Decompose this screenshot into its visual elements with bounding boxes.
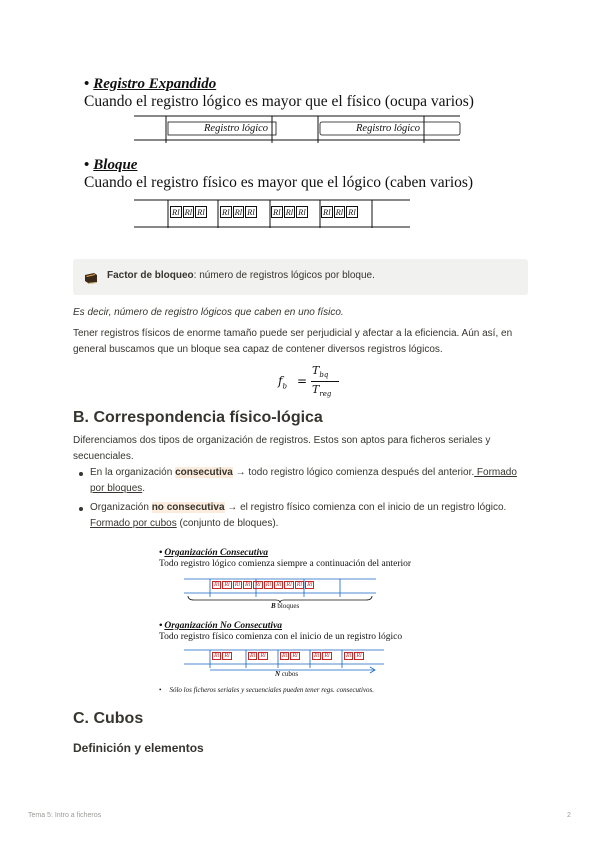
book-icon [84,272,98,284]
formula-eq: = [297,374,308,388]
item2-link[interactable]: Formado por cubos [90,518,177,529]
logical-record-cell: Rl [234,582,241,588]
formula [278,364,358,400]
fig2-desc-no-consecutiva: Todo registro físico comienza con el inicio de un registro lógico [159,632,403,642]
cube-group [248,652,268,660]
fig2-consecutive-diagram [180,575,380,603]
cube-group [344,652,364,660]
item1-highlight: consecutiva [175,467,233,478]
logical-record-cell: Rl [184,207,193,217]
logical-record-cell: Rl [346,653,352,659]
fig2-title1-text: Organización Consecutiva [164,548,269,558]
logical-record-cell: Rl [214,582,220,588]
item2-pre: Organización [90,502,152,513]
fig2-cap1-var: B [271,602,276,610]
logical-record-cell: Rl [314,653,320,659]
logical-record-cell: Rl [323,207,331,217]
fig2-desc-consecutiva: Todo registro lógico comienza siempre a continuación del anterior [159,559,412,569]
formula-den-var: T [312,383,320,396]
callout-factor-bloqueo [73,259,528,295]
cube-group [212,652,232,660]
block-title [84,157,137,174]
callout-bold: Factor de bloqueo [107,270,194,281]
logical-record-cell: Rl [298,207,306,217]
block-group-4 [321,206,358,218]
logical-record-cell: Rl [273,207,281,217]
logical-record-cell: Rl [324,653,330,659]
block-desc: Cuando el registro físico es mayor que el lógico (caben varios) [84,174,474,191]
logical-record-cell: Rl [224,653,230,659]
expanded-label-2: Registro lógico [356,123,421,134]
item1-end: . [142,483,146,494]
fig2-caption-bloques [271,602,299,610]
bullet: • [84,157,90,173]
footer-page-number: 2 [567,812,571,819]
logical-record-cell: Rl [307,582,313,588]
callout-text [107,270,375,281]
item1-link[interactable]: Formado por bloques [90,467,517,494]
logical-record-cell: Rl [282,653,288,659]
logical-record-cell: Rl [348,207,356,217]
footer-doc-title: Tema 5: Intro a ficheros [28,812,102,819]
section-c-title: C. Cubos [73,710,144,727]
fig2-note [159,686,374,694]
item2-highlight: no consecutiva [151,502,225,513]
block-group-3 [271,206,308,218]
bullet: • [84,76,90,92]
list-bullet [79,472,83,476]
fig2-caption-cubos [275,670,298,678]
fig2-title-no-consecutiva [159,621,282,631]
expanded-label-1: Registro lógico [204,123,269,134]
formula-den [312,383,331,398]
fig2-note-text: Sólo los ficheros seriales y secuenciales pueden tener regs. consecutivos. [169,686,375,694]
fig2-cap2-text: cubos [281,670,299,678]
item2-end: (conjunto de bloques). [176,518,279,529]
fig2-cap2-var: N [275,670,281,678]
logical-record-cell: Rl [250,653,256,659]
item1-mid: → todo registro lógico comienza después del anterior. [232,467,475,478]
formula-lhs [278,374,287,390]
body-paragraph: Tener registros físicos de enorme tamaño puede ser perjudicial y afectar a la eficiencia. Aún así, en general buscamos que un bloque sea capaz de contener diversos registros lógicos. [73,328,513,355]
formula-num [312,364,328,379]
item1-pre: En la organización [90,467,176,478]
fig2-note-bullet: • [159,686,162,694]
fig2-cap1-text: bloques [277,602,300,610]
logical-record-cell: Rl [245,582,251,588]
fig2-title-consecutiva [159,548,268,558]
logical-record-cell: Rl [234,207,243,217]
logical-record-cell: Rl [356,653,362,659]
logical-record-cell: Rl [172,207,180,217]
section-b-title: B. Correspondencia físico-lógica [73,409,323,426]
logical-record-cell: Rl [292,653,298,659]
logical-record-cell: Rl [335,207,344,217]
expanded-title [84,76,216,93]
bullet: • [159,548,163,558]
fraction-bar [311,381,339,382]
logical-record-cell: Rl [214,653,220,659]
formula-lhs-sub: b [282,382,287,391]
logical-record-cell: Rl [286,582,292,588]
cube-group [280,652,300,660]
logical-record-cell: Rl [285,207,294,217]
list-bullet [79,507,83,511]
formula-lhs-var: f [278,374,283,388]
expanded-desc: Cuando el registro lógico es mayor que el físico (ocupa varios) [84,93,474,110]
logical-record-cell: Rl [276,582,282,588]
fig2-consecutive-cells [212,581,314,589]
logical-record-cell: Rl [224,582,230,588]
bullet: • [159,621,163,631]
block-title-text: Bloque [93,157,138,173]
cube-group [312,652,332,660]
logical-record-cell: Rl [265,582,272,588]
block-group-1 [170,206,207,218]
logical-record-cell: Rl [296,582,303,588]
formula-den-sub: reg [319,390,332,399]
formula-num-sub: bq [319,371,329,380]
logical-record-cell: Rl [222,207,230,217]
fig2-title2-text: Organización No Consecutiva [164,621,283,631]
list-item-consecutiva [90,465,530,497]
item2-mid: → el registro físico comienza con el inicio de un registro lógico. [224,502,507,513]
logical-record-cell: Rl [260,653,266,659]
block-group-2 [220,206,257,218]
logical-record-cell: Rl [197,207,205,217]
logical-record-cell: Rl [247,207,255,217]
expanded-title-text: Registro Expandido [93,76,217,92]
section-b-intro: Diferenciamos dos tipos de organización de registros. Estos son aptos para ficheros seriales y secuenciales. [73,435,491,462]
callout-rest: : número de registros lógicos por bloque. [193,270,375,281]
italic-paragraph: Es decir, número de registro lógicos que caben en uno físico. [73,307,344,318]
logical-record-cell: Rl [255,582,261,588]
formula-num-var: T [312,364,320,377]
list-item-no-consecutiva [90,500,530,532]
section-c-subtitle: Definición y elementos [73,741,204,755]
